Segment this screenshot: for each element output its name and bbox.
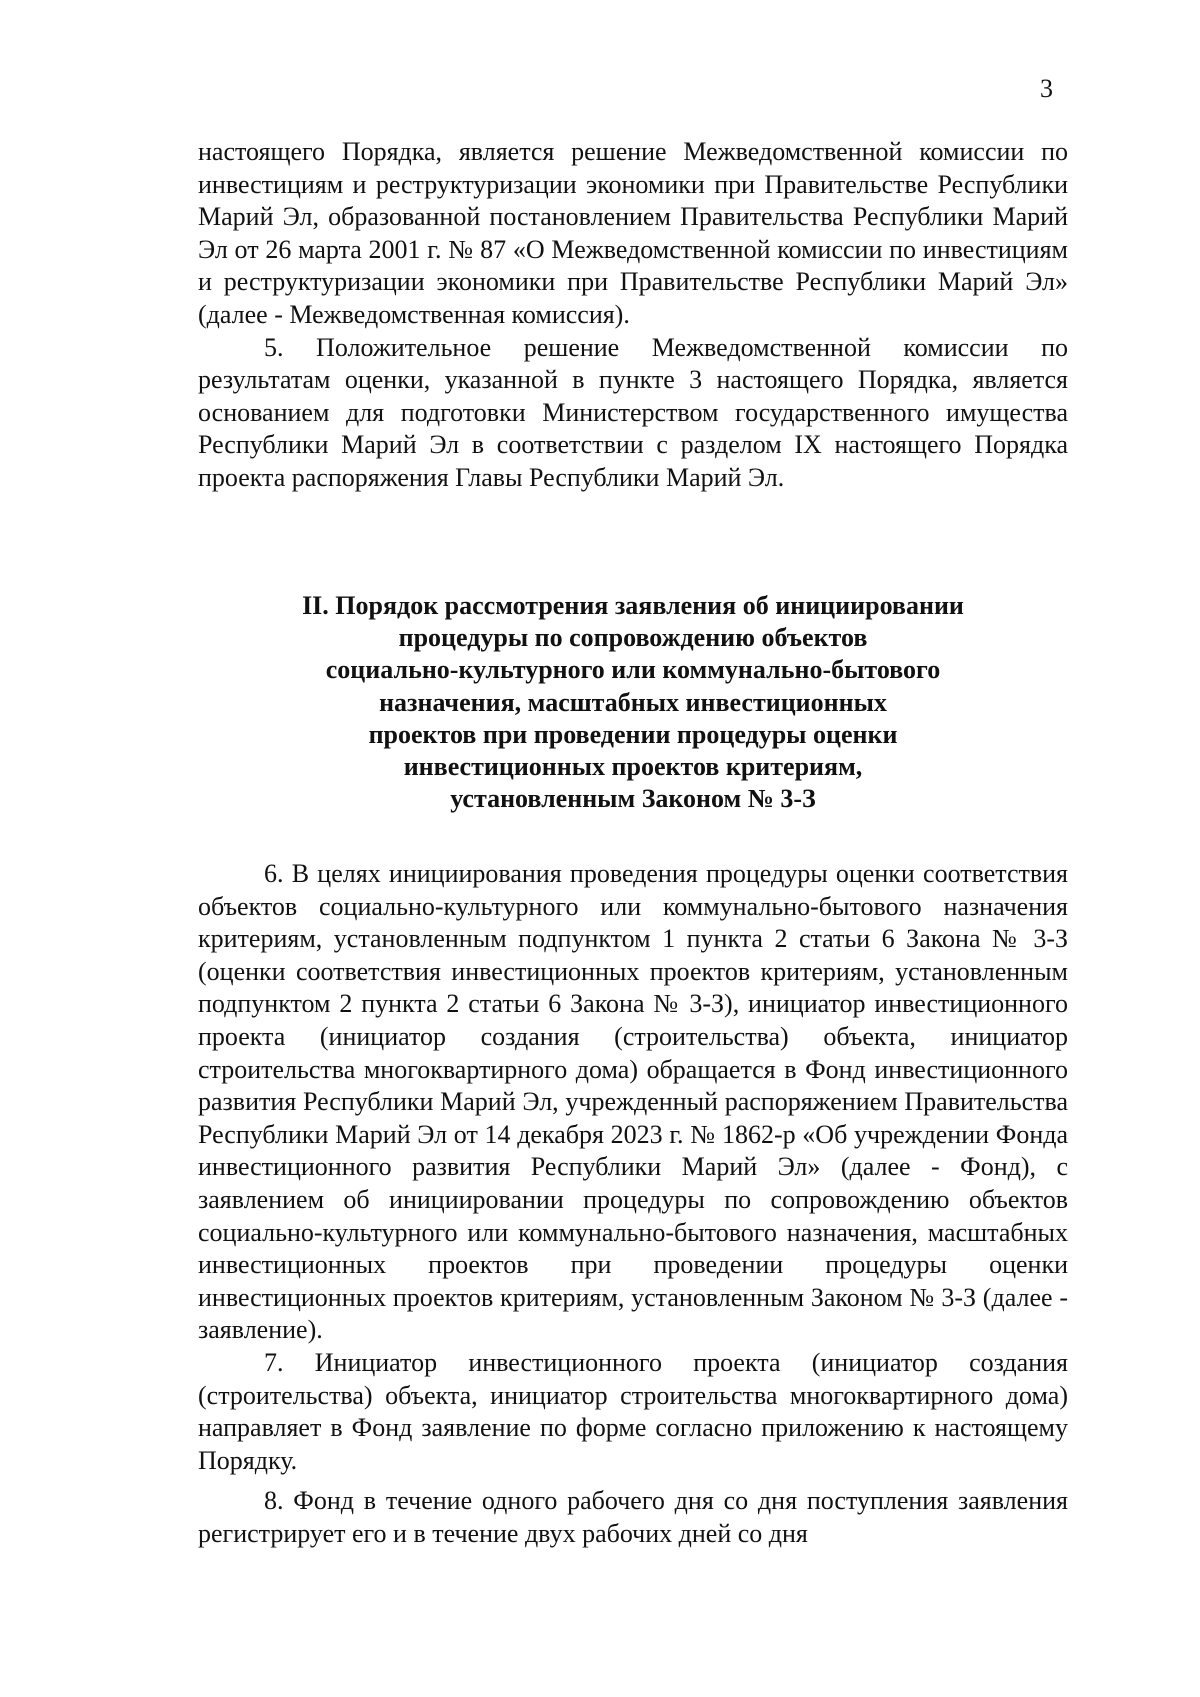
section-heading-line: инвестиционных проектов критериям, xyxy=(403,752,863,782)
paragraph-8: 8. Фонд в течение одного рабочего дня со дня поступления заявления регистрирует его и в течение двух рабочих дней со дня xyxy=(198,1486,1068,1548)
paragraph-7: 7. Инициатор инвестиционного проекта (инициатор создания (строительства) объекта, инициатор строительства многоквартирного дома) направляет в Фонд заявление по форме согласно приложению к настоящему Порядку. xyxy=(198,1347,1068,1475)
section-heading-line: установленным Законом № 3-З xyxy=(450,784,816,814)
section-heading-line: назначения, масштабных инвестиционных xyxy=(379,687,887,717)
section-heading-line: проектов при проведении процедуры оценки xyxy=(368,719,898,749)
section-heading-line: II. Порядок рассмотрения заявления об инициировании xyxy=(302,591,964,620)
page-number: 3 xyxy=(1040,74,1053,103)
paragraph-continuation: настоящего Порядка, является решение Межведомственной комиссии по инвестициям и реструктуризации экономики при Правительстве Республики Марий Эл, образованной постановлением Правительства Республики Марий Эл от 26 марта 2001 г. № 87 «О Межведомственной комиссии по инвестициям и реструктуризации экономики при Правительстве Республики Марий Эл» (далее - Межведомственная комиссия). xyxy=(198,137,1068,329)
section-heading-line: социально-культурного или коммунально-бытового xyxy=(325,655,941,685)
section-heading-line: процедуры по сопровождению объектов xyxy=(398,623,868,653)
paragraph-6: 6. В целях инициирования проведения процедуры оценки соответствия объектов социально-культурного или коммунально-бытового назначения критериям, установленным подпунктом 1 пункта 2 статьи 6 Закона № 3-З (оценки соответствия инвестиционных проектов критериям, установленным подпунктом 2 пункта 2 статьи 6 Закона № 3-З), инициатор инвестиционного проекта (инициатор создания (строительства) объекта, инициатор строительства многоквартирного дома) обращается в Фонд инвестиционного развития Республики Марий Эл, учрежденный распоряжением Правительства Республики Марий Эл от 14 декабря 2023 г. № 1862-р «Об учреждении Фонда инвестиционного развития Республики Марий Эл» (далее - Фонд), с заявлением об инициировании процедуры по сопровождению объектов социально-культурного или коммунально-бытового назначения, масштабных инвестиционных проектов при проведении процедуры оценки инвестиционных проектов критериям, установленным Законом № 3-З (далее - заявление). xyxy=(198,859,1068,1345)
section-heading xyxy=(198,590,1068,815)
paragraph-5: 5. Положительное решение Межведомственной комиссии по результатам оценки, указанной в пункте 3 настоящего Порядка, является основанием для подготовки Министерством государственного имущества Республики Марий Эл в соответствии с разделом IX настоящего Порядка проекта распоряжения Главы Республики Марий Эл. xyxy=(198,332,1068,492)
body-text-top xyxy=(198,136,1068,495)
body-text-bottom xyxy=(198,858,1068,1550)
